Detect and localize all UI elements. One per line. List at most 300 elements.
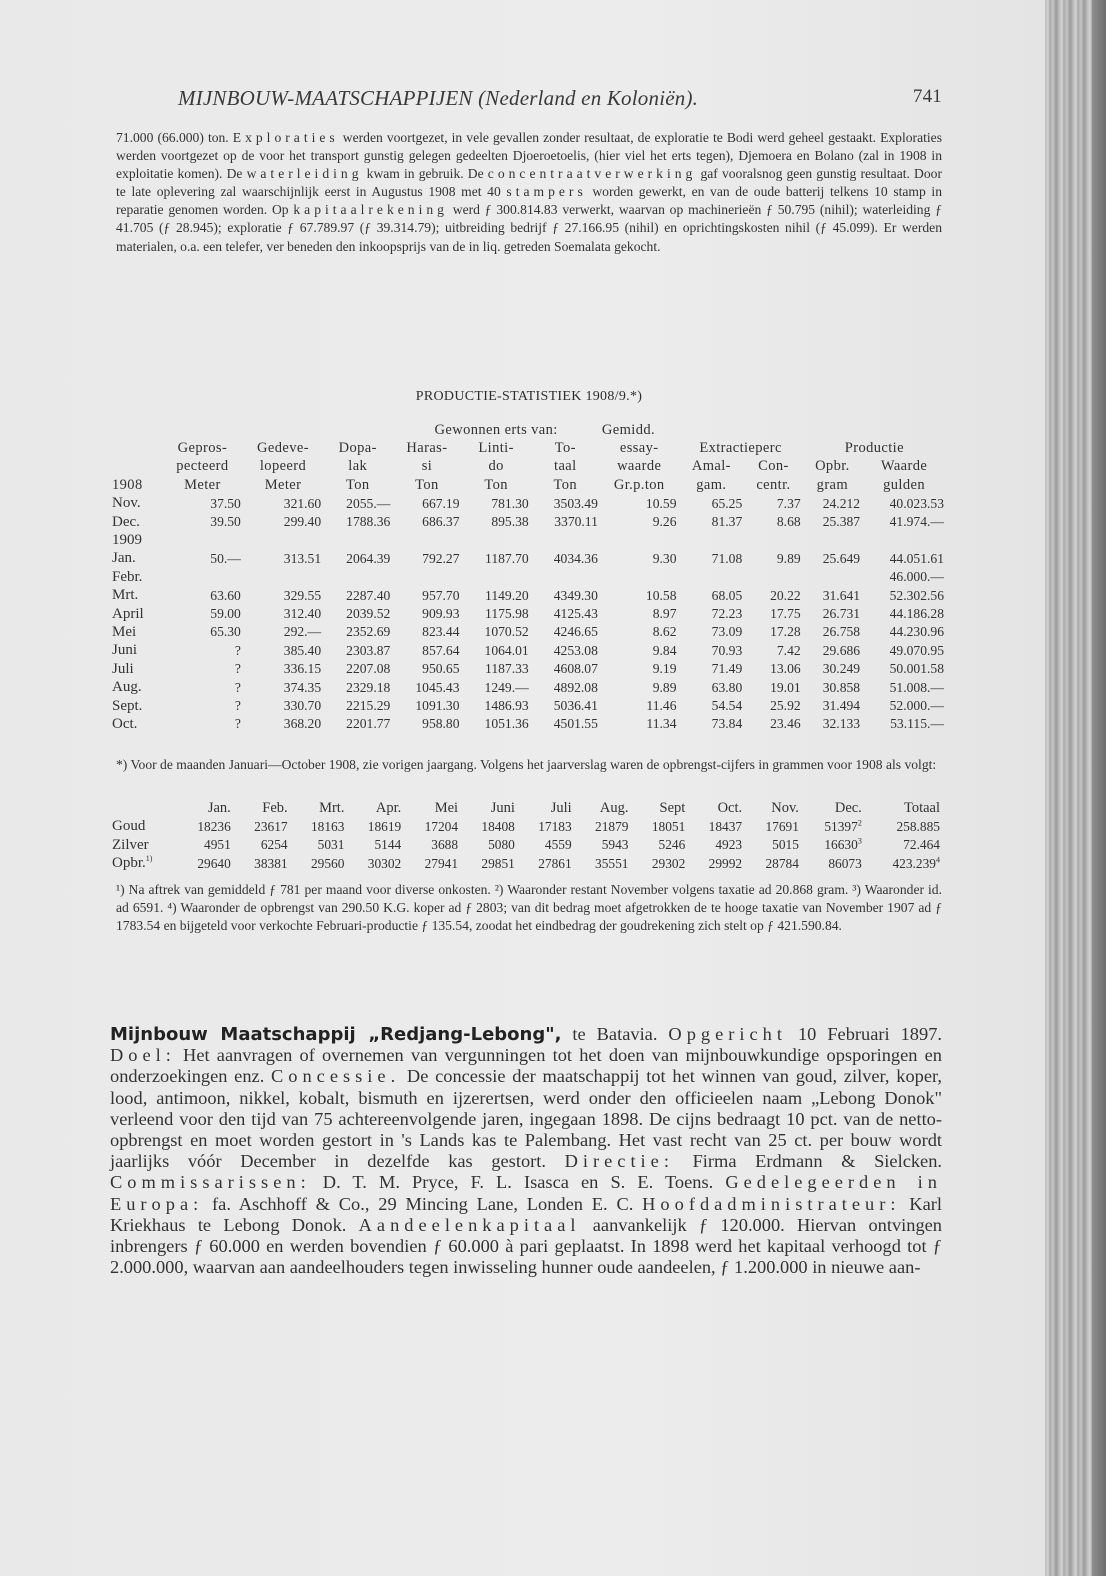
company-paragraph — [110, 1024, 942, 1278]
data-cell: 10.58 — [645, 587, 677, 603]
data-cell: 1486.93 — [484, 698, 529, 714]
header-cell: waarde — [617, 458, 662, 475]
keyword: waterleiding — [246, 166, 363, 182]
data-cell: 25.387 — [822, 514, 861, 530]
data-cell: 25.92 — [770, 698, 801, 714]
data-cell: 49.070.95 — [889, 642, 944, 658]
header-cell: pecteerd — [176, 458, 229, 475]
table-row — [110, 678, 946, 696]
table-row — [110, 855, 942, 874]
data-cell: 11.34 — [646, 716, 677, 732]
keyword: Concessie. — [271, 1066, 401, 1087]
gram-table-body — [110, 818, 942, 874]
header-cell: Gr.p.ton — [613, 476, 665, 493]
data-cell — [323, 568, 392, 586]
table-header-row — [110, 476, 946, 494]
header-cell — [110, 799, 176, 818]
table-row — [110, 531, 946, 549]
header-cell: do — [488, 458, 504, 475]
data-cell: 17.75 — [770, 606, 801, 622]
data-cell: 312.40 — [283, 606, 322, 622]
value: 17183 — [538, 818, 572, 834]
month-cell: Oct. — [112, 715, 138, 732]
data-cell — [290, 818, 347, 837]
keyword: Doel: — [110, 1045, 176, 1066]
table-row — [110, 660, 946, 678]
data-cell: ? — [234, 716, 241, 732]
gram-yield-table — [110, 799, 942, 873]
data-cell: 957.70 — [422, 587, 460, 603]
company-name: Mijnbouw Maatschappij „Redjang-Lebong", — [110, 1024, 562, 1045]
data-cell: 25.649 — [822, 550, 861, 566]
data-cell: 13.06 — [770, 661, 801, 677]
header-cell: Apr. — [375, 799, 402, 816]
data-cell: 46.000.— — [889, 569, 944, 585]
numbered-footnotes: ¹) Na aftrek van gemiddeld ƒ 781 per maand voor diverse onkosten. ²) Waaronder restant November volgens taxatie ad 20.868 gram. ³) Waaronder id. ad 6591. ⁴) Waaronder de opbrengst van 290.50 K.G. koper ad ƒ 2803; van dit bedrag moet afgetrokken de te hooge taxatie van November 1907 ad ƒ 1783.54 en bijgeteld voor verkochte Februari-productie ƒ 135.54, zoodat het eindbedrag der goudrekening zich stelt op ƒ 421.590.84. — [116, 882, 942, 934]
data-cell — [801, 855, 864, 874]
data-cell: 781.30 — [491, 495, 529, 511]
value: 5246 — [658, 837, 686, 853]
ore-group-label: Gewonnen erts van: — [434, 421, 558, 438]
data-cell: 52.000.— — [889, 698, 944, 714]
intro-paragraph — [116, 129, 942, 256]
data-cell: 68.05 — [711, 587, 743, 603]
data-cell: 2064.39 — [346, 550, 391, 566]
table-row — [110, 715, 946, 733]
data-cell: 1070.52 — [484, 624, 529, 640]
data-cell: 44.186.28 — [889, 606, 944, 622]
data-cell: 44.051.61 — [889, 550, 944, 566]
data-cell: 63.80 — [711, 679, 743, 695]
data-cell: 4034.36 — [553, 550, 598, 566]
company-location: te Batavia. — [561, 1024, 658, 1044]
data-cell: 313.51 — [283, 550, 322, 566]
data-cell — [233, 818, 290, 837]
data-cell — [744, 855, 801, 874]
data-cell: 31.494 — [822, 698, 861, 714]
production-table-body — [110, 495, 946, 734]
data-cell — [574, 855, 631, 874]
row-label — [110, 836, 176, 855]
data-cell: 2201.77 — [346, 716, 391, 732]
data-cell: 53.115.— — [890, 716, 944, 732]
header-cell: To- — [554, 440, 576, 457]
data-cell: 1187.33 — [485, 661, 529, 677]
month-cell: Juni — [112, 642, 138, 659]
value: 51397 — [824, 818, 858, 834]
data-cell: 2207.08 — [346, 661, 391, 677]
data-cell: 50.001.58 — [889, 661, 944, 677]
data-cell: 73.09 — [711, 624, 743, 640]
data-cell: 71.49 — [711, 661, 743, 677]
data-cell: 40.023.53 — [889, 495, 944, 511]
value: 423.239 — [892, 855, 936, 871]
header-cell: gam. — [696, 476, 727, 493]
data-cell — [403, 855, 460, 874]
data-cell — [460, 818, 517, 837]
value: 18236 — [197, 818, 231, 834]
header-cell: Gedeve- — [257, 440, 309, 457]
data-cell: 20.22 — [770, 587, 801, 603]
header-cell: Ton — [484, 476, 508, 493]
month-cell: April — [112, 605, 144, 622]
data-cell: 51.008.— — [889, 679, 944, 695]
data-cell: 11.46 — [646, 698, 677, 714]
header-cell: Productie — [844, 440, 904, 457]
data-cell: 4608.07 — [553, 661, 598, 677]
data-cell — [801, 836, 864, 855]
data-cell — [323, 531, 392, 549]
data-cell — [687, 855, 744, 874]
data-cell: 37.50 — [210, 495, 241, 511]
table-group-header — [110, 421, 946, 439]
header-cell: Juni — [490, 799, 515, 816]
data-cell — [243, 531, 323, 549]
data-cell — [517, 855, 574, 874]
value: 30302 — [367, 855, 402, 871]
data-cell: ? — [234, 661, 241, 677]
running-title: MIJNBOUW-MAATSCHAPPIJEN (Nederland en Koloniën). — [178, 86, 699, 110]
text: Firma Erdmann & Sielcken. — [673, 1151, 943, 1172]
data-cell: 2055.— — [346, 495, 391, 511]
value: 3688 — [431, 837, 459, 853]
data-cell: 7.42 — [776, 642, 801, 658]
data-cell — [462, 531, 531, 549]
value: 5943 — [601, 837, 629, 853]
value: 4923 — [715, 837, 743, 853]
keyword: Exploraties — [232, 130, 339, 145]
value: 38381 — [254, 855, 288, 871]
data-cell: 54.54 — [711, 698, 743, 714]
data-cell: 52.302.56 — [889, 587, 944, 603]
value: 28784 — [765, 855, 799, 871]
keyword: Gedelegeerden in Europa: — [110, 1172, 942, 1214]
data-cell: 8.97 — [652, 606, 677, 622]
data-cell: 9.26 — [652, 514, 677, 530]
data-cell: 330.70 — [283, 698, 322, 714]
header-cell: centr. — [756, 476, 791, 493]
data-cell: 3503.49 — [553, 495, 598, 511]
data-cell — [403, 818, 460, 837]
data-cell: 10.59 — [645, 495, 677, 511]
data-cell: 2287.40 — [346, 587, 391, 603]
header-cell: Mei — [434, 799, 459, 816]
text: D. T. M. Pryce, F. L. Isasca en S. E. Toens. — [310, 1172, 726, 1193]
data-cell — [600, 568, 679, 586]
value: 5031 — [317, 837, 345, 853]
data-cell: ? — [234, 642, 241, 658]
data-cell — [460, 855, 517, 874]
data-cell: 857.64 — [422, 642, 460, 658]
data-cell: 7.37 — [776, 495, 801, 511]
data-cell — [600, 531, 679, 549]
data-cell: 9.30 — [652, 550, 677, 566]
data-cell — [744, 818, 801, 837]
data-cell — [462, 568, 531, 586]
data-cell: 958.80 — [422, 716, 460, 732]
data-cell — [290, 855, 347, 874]
value: 23617 — [254, 818, 288, 834]
text: werd ƒ 300.814.83 verwerkt, waarvan op machinerieën ƒ 50.795 (nihil); waterleiding ƒ 41.705 (ƒ 28.945); exploratie ƒ 67.789.97 (ƒ 39.314.79); uitbreiding bedrijf ƒ 27.166.95 (nihil) en oprichtingskosten nihil (ƒ 45.099). Er werden materialen, o.a. een telefer, ver beneden den inkoopsprijs van de in liq. getreden Soemalata gekocht. — [116, 202, 942, 254]
data-cell: 1187.70 — [485, 550, 529, 566]
data-cell — [744, 836, 801, 855]
data-cell: 4253.08 — [553, 642, 598, 658]
header-cell — [110, 458, 162, 476]
header-cell: Ton — [553, 476, 578, 493]
data-cell: 71.08 — [711, 550, 743, 566]
header-cell: Totaal — [903, 799, 940, 816]
data-cell — [631, 836, 688, 855]
data-cell — [744, 531, 802, 549]
header-cell: Dec. — [834, 799, 862, 816]
keyword: Aandeelenkapitaal — [358, 1214, 581, 1235]
table-row — [110, 836, 942, 855]
month-cell: Jan. — [112, 550, 136, 567]
data-cell: 19.01 — [770, 679, 801, 695]
data-cell: 9.84 — [652, 642, 677, 658]
data-cell — [803, 568, 862, 586]
total-cell — [864, 818, 942, 837]
data-cell: 30.858 — [822, 679, 861, 695]
data-cell — [687, 818, 744, 837]
data-cell: 385.40 — [283, 642, 322, 658]
month-cell: Sept. — [112, 697, 143, 714]
data-cell: 1788.36 — [346, 514, 391, 530]
data-cell: 2215.29 — [346, 698, 391, 714]
data-cell — [290, 836, 347, 855]
header-cell: Haras- — [406, 440, 448, 457]
table-header-row — [110, 799, 942, 818]
header-cell: Oct. — [717, 799, 743, 816]
data-cell — [862, 531, 946, 549]
header-cell: Juli — [550, 799, 572, 816]
data-cell — [346, 855, 403, 874]
data-cell: 909.93 — [422, 606, 460, 622]
data-cell — [531, 531, 600, 549]
value: 5015 — [772, 837, 799, 853]
data-cell: 1064.01 — [484, 642, 529, 658]
data-cell: 26.758 — [822, 624, 861, 640]
data-cell: 9.89 — [776, 550, 801, 566]
header-cell: Mrt. — [319, 799, 345, 816]
data-cell — [233, 855, 290, 874]
header-cell: lak — [348, 458, 368, 475]
data-cell — [679, 568, 745, 586]
data-cell: 4349.30 — [553, 587, 598, 603]
data-cell: 59.00 — [210, 606, 241, 622]
data-cell: 17.28 — [770, 624, 801, 640]
text: gaf vooralsnog geen gunstig resultaat. Door te late oplevering zal waarschijnlijk eerst in Augustus 1908 met 40 — [116, 166, 942, 200]
data-cell: 4125.43 — [553, 606, 598, 622]
value: 5080 — [488, 837, 515, 853]
data-cell: 24.212 — [822, 495, 861, 511]
header-cell: gulden — [883, 476, 925, 493]
header-cell: Con- — [758, 458, 789, 475]
data-cell: 2039.52 — [346, 606, 391, 622]
table-row — [110, 513, 946, 531]
data-cell: 2352.69 — [346, 624, 391, 640]
value: 29992 — [708, 855, 743, 871]
month-cell: Mei — [112, 623, 137, 640]
data-cell: 321.60 — [283, 495, 322, 511]
total-cell — [864, 855, 942, 874]
data-cell — [233, 836, 290, 855]
value: 4559 — [544, 837, 572, 853]
data-cell — [631, 818, 688, 837]
value: 5144 — [374, 837, 402, 853]
page-number: 741 — [912, 86, 942, 107]
keyword: Opgericht — [668, 1024, 787, 1044]
running-header — [178, 86, 942, 116]
data-cell: 374.35 — [283, 679, 322, 695]
value: 18408 — [481, 818, 515, 834]
text: werden voortgezet, in vele gevallen zonder resultaat, de exploratie te Bodi werd geheel gestaakt. Exploraties werden voortgezet op de voor het transport gunstig gelegen gedeelten Djoeroetoelis, (hier viel het erts tegen), Djemoera en Bolano (zal in 1908 in exploitatie komen). De — [116, 130, 942, 182]
data-cell: 1149.20 — [485, 587, 529, 603]
header-cell: si — [421, 458, 433, 475]
header-cell: Meter — [264, 476, 302, 493]
value: 6254 — [260, 837, 288, 853]
data-cell: 31.641 — [822, 587, 861, 603]
data-cell: 686.37 — [422, 514, 460, 530]
table-row — [110, 495, 946, 513]
data-cell: 368.20 — [283, 716, 322, 732]
data-cell: 30.249 — [822, 661, 861, 677]
company-entry — [110, 1024, 942, 1278]
row-label — [110, 818, 176, 837]
data-cell: 1175.98 — [485, 606, 529, 622]
footnote-marker: 2 — [857, 818, 862, 828]
header-cell: Jan. — [207, 799, 231, 816]
data-cell: 65.25 — [711, 495, 743, 511]
value: 27861 — [538, 855, 572, 871]
data-cell: 792.27 — [422, 550, 460, 566]
table-row — [110, 697, 946, 715]
text: Het aanvragen of overnemen van vergunningen tot het doen van mijnbouwkundige opsporingen en onderzoekingen enz. — [110, 1045, 942, 1087]
data-cell: 823.44 — [422, 624, 460, 640]
table-row — [110, 605, 946, 623]
header-cell: Linti- — [478, 440, 514, 457]
text: De concessie der maatschappij tot het winnen van goud, zilver, koper, lood, antimoon, nikkel, kobalt, bismuth en ijzerertsen, werd onder den officieelen naam „Lebong Donok" verleend voor den tijd van 75 achtereenvolgende jaren, ingegaan 1898. De cijns bedraagt 10 pct. van de netto-opbrengst en moet worden gestort in 's Lands kas te Palembang. Het vast recht van 25 ct. per bouw wordt jaarlijks vóór December in dezelfde kas gestort. — [110, 1066, 942, 1172]
data-cell: 73.84 — [711, 716, 743, 732]
text: 10 Februari 1897. — [786, 1024, 942, 1044]
label-text: Zilver — [112, 836, 149, 853]
value: 29302 — [651, 855, 686, 871]
data-cell — [517, 836, 574, 855]
month-cell: Febr. — [112, 568, 143, 585]
data-cell — [531, 568, 600, 586]
data-cell: 39.50 — [210, 514, 241, 530]
value: 35551 — [595, 855, 629, 871]
data-cell: 8.62 — [652, 624, 677, 640]
data-cell: 26.731 — [822, 606, 861, 622]
data-cell: 2303.87 — [346, 642, 391, 658]
table-footnote: *) Voor de maanden Januari—October 1908, zie vorigen jaargang. Volgens het jaarverslag waren de opbrengst-cijfers in grammen voor 1908 als volgt: — [116, 757, 937, 772]
data-cell: 41.974.— — [889, 514, 944, 530]
data-cell: 72.23 — [711, 606, 743, 622]
footnote-marker: 3 — [857, 836, 862, 846]
header-cell: 1908 — [112, 476, 143, 493]
table-row — [110, 818, 942, 837]
value: 4951 — [204, 837, 231, 853]
text: aanvankelijk ƒ 120.000. Hiervan ontvingen inbrengers ƒ 60.000 en werden bovendien ƒ 60.000 à pari geplaatst. In 1898 werd het kapitaal verhoogd tot ƒ 2.000.000, waarvan aan aandeelhouders tegen inwisseling hunner oude aandeelen, ƒ 1.200.000 in nieuwe aan- — [110, 1214, 942, 1278]
data-cell — [162, 531, 243, 549]
data-cell: 329.55 — [283, 587, 322, 603]
value: 27941 — [424, 855, 459, 871]
keyword: kapitaalrekening — [293, 202, 448, 218]
value: 72.464 — [903, 837, 940, 853]
keyword: stampers — [506, 184, 587, 200]
header-cell: Dopa- — [338, 440, 377, 457]
data-cell: 70.93 — [711, 642, 743, 658]
data-cell: 292.— — [283, 624, 322, 640]
data-cell: 50.— — [210, 550, 241, 566]
row-label — [110, 855, 176, 874]
data-cell: 1091.30 — [415, 698, 460, 714]
value: 21879 — [595, 818, 629, 834]
data-cell — [176, 818, 233, 837]
label-text: Goud — [112, 818, 146, 835]
month-cell: Aug. — [112, 679, 142, 696]
data-cell — [346, 836, 403, 855]
data-cell — [162, 568, 243, 586]
avg-group-label: Gemidd. — [601, 421, 656, 438]
book-spine-edge — [1045, 0, 1106, 1576]
data-cell: 895.38 — [491, 514, 529, 530]
text: kwam in gebruik. De — [362, 166, 488, 182]
header-cell: essay- — [619, 440, 659, 457]
text: 71.000 (66.000) ton. — [116, 130, 233, 145]
value: 29560 — [310, 855, 345, 871]
data-cell: 9.89 — [652, 679, 677, 695]
header-cell: Meter — [184, 476, 221, 493]
header-cell: Ton — [415, 476, 439, 493]
value: 258.885 — [896, 818, 940, 834]
value: 17204 — [424, 818, 459, 834]
header-cell — [110, 439, 162, 457]
data-cell: 4246.65 — [553, 624, 598, 640]
value: 18051 — [651, 818, 686, 834]
data-cell: 8.68 — [776, 514, 801, 530]
value: 86073 — [828, 855, 862, 871]
header-cell: Amal- — [691, 458, 731, 475]
data-cell: 1045.43 — [415, 679, 460, 695]
data-cell: 950.65 — [422, 661, 460, 677]
data-cell — [176, 836, 233, 855]
text: fa. Aschhoff & Co., 29 Mincing Lane, Londen E. C. — [203, 1193, 643, 1214]
data-cell: 23.46 — [770, 716, 801, 732]
header-cell: Feb. — [262, 799, 288, 816]
value: 29640 — [197, 855, 231, 871]
data-cell — [801, 818, 864, 837]
data-cell — [392, 531, 461, 549]
data-cell: 32.133 — [822, 716, 861, 732]
table-row — [110, 568, 946, 586]
keyword: Commissarissen: — [110, 1172, 311, 1193]
keyword: concentraatverwerking — [487, 166, 697, 182]
data-cell: 299.40 — [283, 514, 322, 530]
header-cell: lopeerd — [259, 458, 307, 475]
data-cell: ? — [234, 698, 241, 714]
data-cell — [574, 818, 631, 837]
text: worden gewerkt, en van de oude batterij telkens 10 stamp in reparatie genomen worden. Op — [116, 184, 943, 218]
footnote-marker: 1) — [145, 854, 153, 864]
data-cell: 667.19 — [422, 495, 460, 511]
header-cell: Sept — [659, 799, 686, 816]
data-cell: 4892.08 — [553, 679, 598, 695]
data-cell: 29.686 — [822, 642, 861, 658]
month-cell: Juli — [112, 660, 134, 677]
data-cell — [687, 836, 744, 855]
